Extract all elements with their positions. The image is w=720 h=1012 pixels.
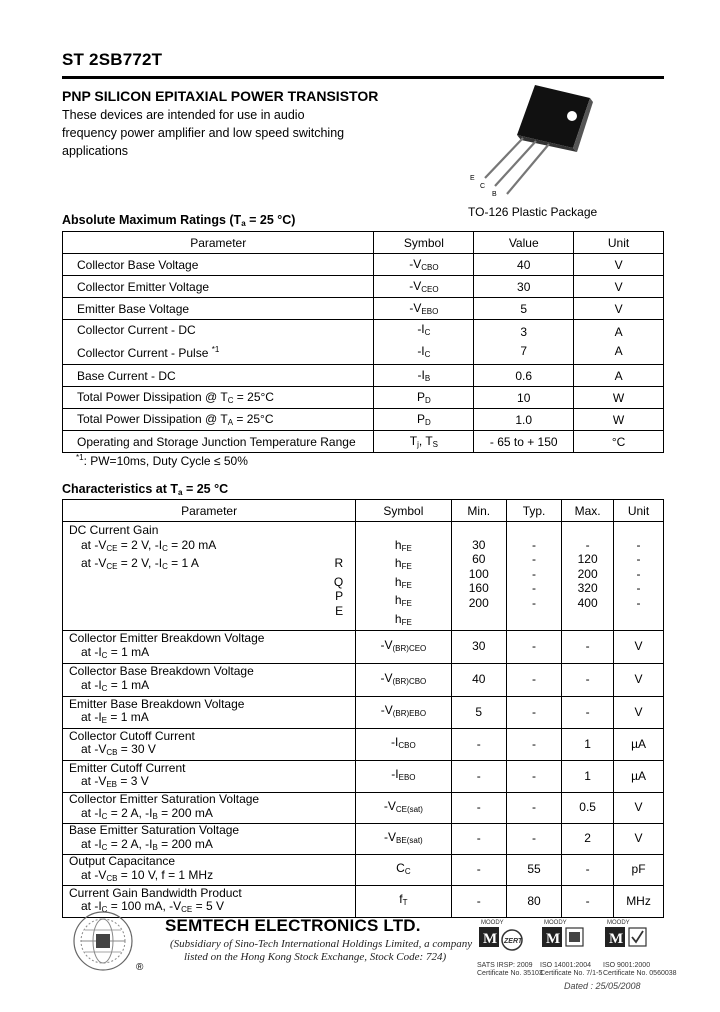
max-cell: 1 [562, 761, 614, 793]
table-row [63, 855, 664, 886]
min-cell: - [451, 855, 506, 886]
param-cell: Emitter Cutoff Current at $-V_{EB} = 3$ V [63, 761, 356, 793]
min-cell: 30 60 100 160 200 [451, 522, 506, 631]
table-row [63, 276, 664, 298]
param-cell: Total Power Dissipation @ $T_A = 25^\circ C$ [63, 409, 374, 431]
value-cell: 10 [474, 387, 574, 409]
param-cell: Collector Base Voltage [63, 254, 374, 276]
symbol-cell: $-V_{EBO}$ [374, 298, 474, 320]
unit-cell: V [614, 824, 664, 855]
table-row [63, 761, 664, 793]
symbol-cell: $h_{FE}$ $h_{FE}$ $h_{FE}$ $h_{FE}$ $h_{FE}$ [356, 522, 451, 631]
value-cell: 5 [474, 298, 574, 320]
max-cell: - [562, 886, 614, 918]
table-row [63, 365, 664, 387]
typ-cell: - [506, 793, 561, 824]
param-cell: Collector Emitter Voltage [63, 276, 374, 298]
table-row [63, 824, 664, 855]
symbol-cell: $-V_{CBO}$ [374, 254, 474, 276]
unit-cell: V [614, 793, 664, 824]
subsidiary-note: (Subsidiary of Sino-Tech International Holdings Limited, a company [170, 938, 473, 950]
header-value: Value [474, 232, 574, 254]
symbol-cell: $f_T$ [356, 886, 451, 918]
value-cell: 40 [474, 254, 574, 276]
value-cell: 30 [474, 276, 574, 298]
unit-cell: V [574, 276, 664, 298]
symbol-cell: $-V_{(BR)EBO}$ [356, 697, 451, 729]
typ-cell: - [506, 761, 561, 793]
param-cell: Base Current - DC [63, 365, 374, 387]
param-cell: Operating and Storage Junction Temperature Range [63, 431, 374, 453]
registered-mark: ® [136, 962, 144, 973]
unit-cell: V [574, 254, 664, 276]
symbol-cell: $-V_{CEO}$ [374, 276, 474, 298]
listing-note: listed on the Hong Kong Stock Exchange, Stock Code: 724) [184, 951, 447, 963]
description-line: frequency power amplifier and low speed switching [62, 126, 345, 140]
param-cell: Current Gain Bandwidth Product at $-I_C = 100$ mA, $-V_{CE} = 5$ V [63, 886, 356, 918]
max-cell: - [562, 697, 614, 729]
header-symbol: Symbol [356, 500, 451, 522]
table-row [63, 631, 664, 664]
to126-package-illustration [465, 80, 615, 205]
table-row [63, 254, 664, 276]
table-row [63, 697, 664, 729]
max-cell: - [562, 855, 614, 886]
svg-text:MOODY: MOODY [607, 920, 630, 926]
header-symbol: Symbol [374, 232, 474, 254]
min-cell: 5 [451, 697, 506, 729]
semtech-globe-logo [72, 910, 134, 972]
min-cell: - [451, 886, 506, 918]
param-cell: Emitter Base Breakdown Voltage at $-I_E = 1$ mA [63, 697, 356, 729]
characteristics-table [62, 499, 664, 918]
min-cell: - [451, 824, 506, 855]
max-cell: 0.5 [562, 793, 614, 824]
pin-label-c: C [480, 183, 486, 190]
unit-cell: °C [574, 431, 664, 453]
unit-cell: A A [574, 320, 664, 365]
unit-cell: V [614, 697, 664, 729]
table-row [63, 664, 664, 697]
header-unit: Unit [614, 500, 664, 522]
min-cell: - [451, 761, 506, 793]
table-row [63, 729, 664, 761]
table-row [63, 298, 664, 320]
typ-cell: - [506, 631, 561, 664]
symbol-cell: $P_D$ [374, 409, 474, 431]
symbol-cell: $-V_{CE(sat)}$ [356, 793, 451, 824]
unit-cell: A [574, 365, 664, 387]
symbol-cell: $C_C$ [356, 855, 451, 886]
value-cell: 1.0 [474, 409, 574, 431]
typ-cell: - [506, 697, 561, 729]
svg-text:MOODY: MOODY [481, 920, 504, 926]
max-cell: - [562, 631, 614, 664]
unit-cell: W [574, 387, 664, 409]
value-cell: - 65 to + 150 [474, 431, 574, 453]
cert-caption: ISO 9001:2000 Certificate No. 0560038 [603, 962, 677, 977]
svg-text:M: M [483, 931, 498, 947]
table-row [63, 320, 664, 365]
cert-caption: SATS IRSP: 2009 Certificate No. 35103 [477, 962, 543, 977]
value-cell: 0.6 [474, 365, 574, 387]
header-typ: Typ. [506, 500, 561, 522]
company-name: SEMTECH ELECTRONICS LTD. [165, 916, 421, 935]
header-parameter: Parameter [63, 232, 374, 254]
header-unit: Unit [574, 232, 664, 254]
footnote: $^{*1}$: PW=10ms, Duty Cycle ≤ 50% [76, 453, 248, 468]
max-cell: - 120 200 320 400 [562, 522, 614, 631]
min-cell: - [451, 793, 506, 824]
table-row [63, 431, 664, 453]
param-cell: Collector Current - DC Collector Current - Pulse $^{*1}$ [63, 320, 374, 365]
min-cell: 30 [451, 631, 506, 664]
svg-text:MOODY: MOODY [544, 920, 567, 926]
param-cell: Output Capacitance at $-V_{CB} = 10$ V, f = 1 MHz [63, 855, 356, 886]
min-cell: - [451, 729, 506, 761]
typ-cell: 80 [506, 886, 561, 918]
device-headline: PNP SILICON EPITAXIAL POWER TRANSISTOR [62, 88, 379, 104]
typ-cell: - - - - - [506, 522, 561, 631]
cert-caption: ISO 14001:2004 Certificate No. 7/1-5 [540, 962, 603, 977]
unit-cell: - - - - - [614, 522, 664, 631]
svg-text:ZERT: ZERT [504, 938, 523, 945]
title-rule [62, 76, 664, 79]
symbol-cell: $-I_C$ $-I_C$ [374, 320, 474, 365]
symbol-cell: $-I_{CBO}$ [356, 729, 451, 761]
moody-certification-badge [603, 918, 649, 960]
unit-cell: pF [614, 855, 664, 886]
param-cell: DC Current Gain at $-V_{CE} = 2$ V, $-I_C = 20$ mA at $-V_{CE} = 2$ V, $-I_C = 1$ A R Q P E [63, 522, 356, 631]
symbol-cell: $-V_{BE(sat)}$ [356, 824, 451, 855]
unit-cell: V [574, 298, 664, 320]
param-cell: Collector Base Breakdown Voltage at $-I_C = 1$ mA [63, 664, 356, 697]
svg-text:M: M [546, 931, 561, 947]
abs-max-ratings-table [62, 231, 664, 453]
value-cell: 3 7 [474, 320, 574, 365]
table-header-row [63, 232, 664, 254]
table-row [63, 409, 664, 431]
symbol-cell: $-I_B$ [374, 365, 474, 387]
symbol-cell: $-V_{(BR)CEO}$ [356, 631, 451, 664]
table-row-dc-gain [63, 522, 664, 631]
typ-cell: - [506, 824, 561, 855]
abs-max-ratings-title: Absolute Maximum Ratings ($T_a = 25$ °C) [62, 213, 296, 228]
unit-cell: V [614, 664, 664, 697]
table-row [63, 886, 664, 918]
device-description [62, 106, 372, 160]
pin-label-e: E [470, 175, 475, 182]
symbol-cell: $P_D$ [374, 387, 474, 409]
max-cell: - [562, 664, 614, 697]
unit-cell: MHz [614, 886, 664, 918]
package-caption: TO-126 Plastic Package [468, 205, 598, 219]
unit-cell: µA [614, 729, 664, 761]
param-cell: Collector Emitter Saturation Voltage at $-I_C = 2$ A, $-I_B = 200$ mA [63, 793, 356, 824]
typ-cell: 55 [506, 855, 561, 886]
svg-text:M: M [609, 931, 624, 947]
symbol-cell: $T_j$, $T_S$ [374, 431, 474, 453]
dated-stamp: Dated : 25/05/2008 [564, 981, 641, 991]
part-number-title: ST 2SB772T [62, 50, 163, 69]
table-row [63, 793, 664, 824]
typ-cell: - [506, 729, 561, 761]
pin-label-b: B [492, 191, 497, 198]
symbol-cell: $-V_{(BR)CBO}$ [356, 664, 451, 697]
unit-cell: W [574, 409, 664, 431]
unit-cell: V [614, 631, 664, 664]
header-max: Max. [562, 500, 614, 522]
typ-cell: - [506, 664, 561, 697]
param-cell: Collector Emitter Breakdown Voltage at $-I_C = 1$ mA [63, 631, 356, 664]
param-cell: Collector Cutoff Current at $-V_{CB} = 30$ V [63, 729, 356, 761]
header-parameter: Parameter [63, 500, 356, 522]
table-header-row [63, 500, 664, 522]
param-cell: Emitter Base Voltage [63, 298, 374, 320]
description-line: These devices are intended for use in audio [62, 108, 305, 122]
max-cell: 1 [562, 729, 614, 761]
max-cell: 2 [562, 824, 614, 855]
param-cell: Base Emitter Saturation Voltage at $-I_C = 2$ A, $-I_B = 200$ mA [63, 824, 356, 855]
table-row [63, 387, 664, 409]
param-cell: Total Power Dissipation @ $T_C = 25^\circ C$ [63, 387, 374, 409]
moody-certification-badge [477, 918, 523, 960]
header-min: Min. [451, 500, 506, 522]
min-cell: 40 [451, 664, 506, 697]
characteristics-title: Characteristics at $T_a = 25$ °C [62, 482, 229, 497]
description-line: applications [62, 144, 129, 158]
unit-cell: µA [614, 761, 664, 793]
symbol-cell: $-I_{EBO}$ [356, 761, 451, 793]
moody-certification-badge [540, 918, 586, 960]
